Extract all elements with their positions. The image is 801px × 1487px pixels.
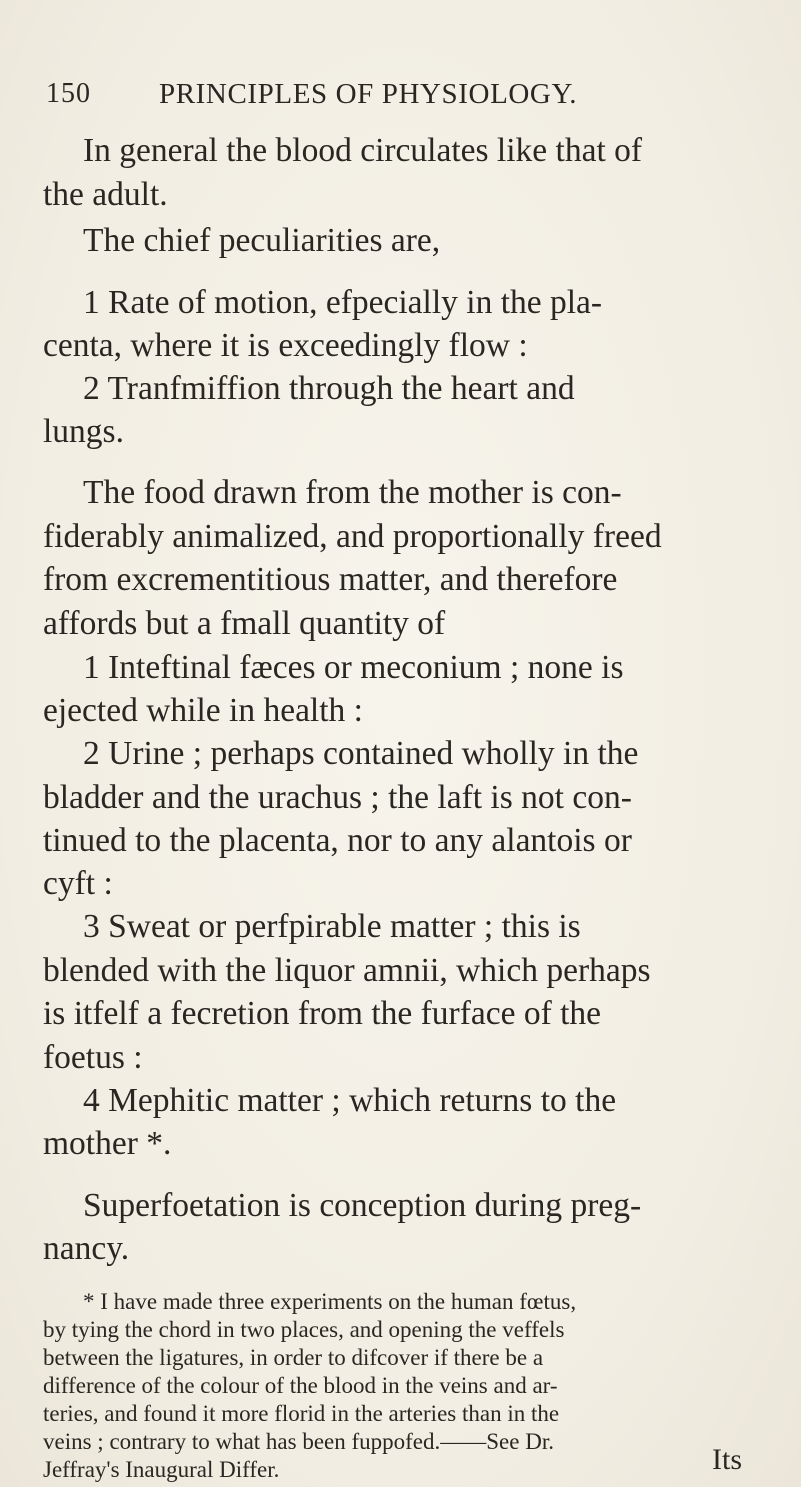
- footnote-line: difference of the colour of the blood in the veins and ar-: [43, 1373, 558, 1398]
- text-line: In general the blood circulates like that of: [83, 132, 643, 169]
- text-line: 3 Sweat or perfpirable matter ; this is: [83, 908, 581, 945]
- text-line: Superfoetation is conception during preg-: [83, 1187, 642, 1224]
- text-line: The chief peculiarities are,: [83, 222, 441, 259]
- text-line: foetus :: [43, 1039, 143, 1076]
- footnote-line: * I have made three experiments on the human fœtus,: [83, 1289, 577, 1314]
- running-title: PRINCIPLES OF PHYSIOLOGY.: [159, 78, 578, 110]
- text-line: cyft :: [43, 865, 113, 902]
- text-line: lungs.: [43, 413, 124, 450]
- page-number: 150: [46, 78, 91, 109]
- text-line: the adult.: [43, 176, 168, 213]
- text-line: blended with the liquor amnii, which perhaps: [43, 952, 651, 989]
- text-line: centa, where it is exceedingly flow :: [43, 327, 528, 364]
- text-line: nancy.: [43, 1230, 130, 1267]
- text-line: The food drawn from the mother is con-: [83, 474, 622, 511]
- footnote-line: between the ligatures, in order to difcover if there be a: [43, 1345, 544, 1370]
- footnote-line: by tying the chord in two places, and opening the veffels: [43, 1317, 565, 1342]
- text-line: is itfelf a fecretion from the furface of the: [43, 995, 602, 1032]
- footnote-line: Jeffray's Inaugural Differ.: [43, 1457, 280, 1482]
- footnote-line: veins ; contrary to what has been fuppofed.——See Dr.: [43, 1429, 554, 1454]
- catchword: Its: [712, 1443, 742, 1476]
- text-line: 2 Urine ; perhaps contained wholly in the: [83, 735, 639, 772]
- text-line: bladder and the urachus ; the laft is not con-: [43, 779, 632, 816]
- text-line: 2 Tranfmiffion through the heart and: [83, 370, 575, 407]
- text-line: 1 Rate of motion, efpecially in the pla-: [83, 284, 603, 321]
- text-line: 4 Mephitic matter ; which returns to the: [83, 1082, 617, 1119]
- text-line: tinued to the placenta, nor to any alantois or: [43, 822, 632, 859]
- footnote-line: teries, and found it more florid in the arteries than in the: [43, 1401, 560, 1426]
- text-line: affords but a fmall quantity of: [43, 605, 446, 642]
- text-line: ejected while in health :: [43, 692, 363, 729]
- running-head: [46, 78, 766, 118]
- text-line: mother *.: [43, 1125, 172, 1162]
- text-line: fiderably animalized, and proportionally freed: [43, 518, 662, 555]
- text-line: 1 Inteftinal fæces or meconium ; none is: [83, 649, 624, 686]
- text-line: from excrementitious matter, and therefore: [43, 561, 618, 598]
